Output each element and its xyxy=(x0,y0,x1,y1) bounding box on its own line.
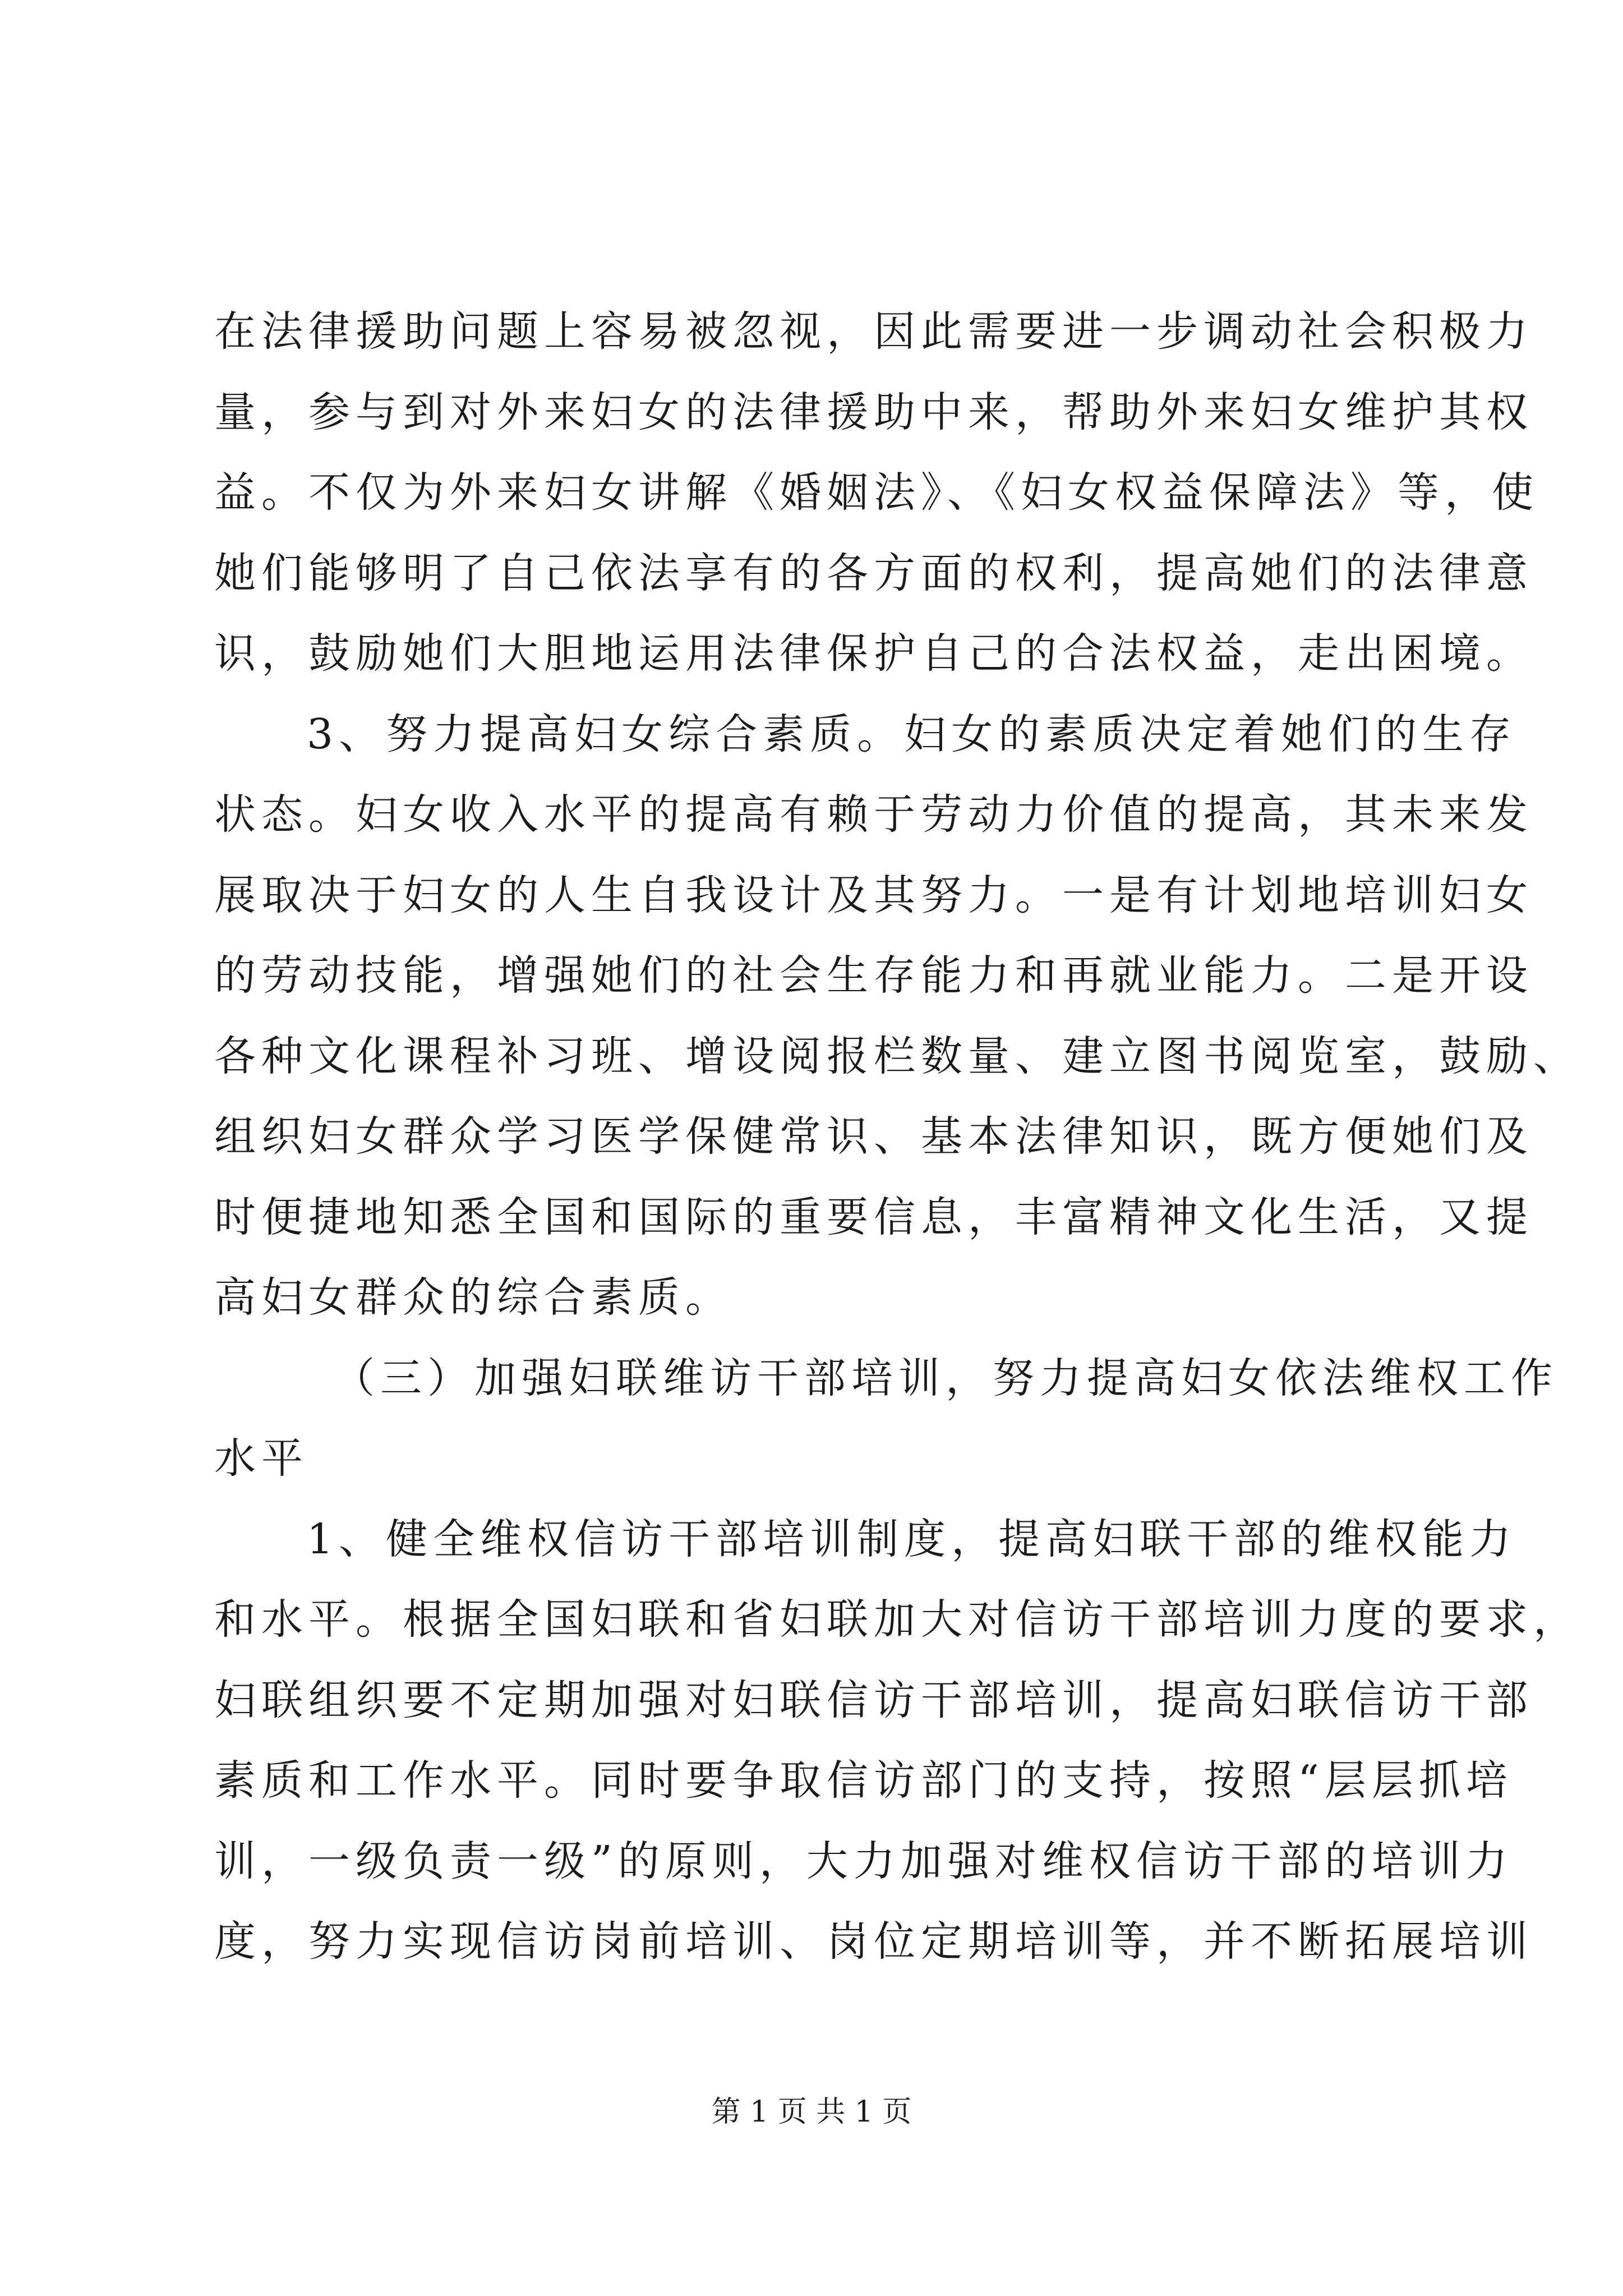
text-line: 展取决于妇女的人生自我设计及其努力。一是有计划地培训妇女 xyxy=(214,871,1533,919)
text-line: 1、健全维权信访干部培训制度，提高妇联干部的维权能力 xyxy=(307,1515,1517,1563)
text-line: 的劳动技能，增强她们的社会生存能力和再就业能力。二是开设 xyxy=(214,951,1533,1000)
text-line: 妇联组织要不定期加强对妇联信访干部培训，提高妇联信访干部 xyxy=(214,1676,1533,1724)
text-line: 益。不仅为外来妇女讲解《婚姻法》、《妇女权益保障法》等，使 xyxy=(214,468,1539,517)
text-line: 度，努力实现信访岗前培训、岗位定期培训等，并不断拓展培训 xyxy=(214,1917,1533,1966)
text-line: 各种文化课程补习班、增设阅报栏数量、建立图书阅览室，鼓励、 xyxy=(214,1032,1580,1080)
section-heading: （三）加强妇联维访干部培训，努力提高妇女依法维权工作 xyxy=(333,1354,1558,1402)
page-number-footer: 第 1 页 共 1 页 xyxy=(711,2095,912,2129)
text-line: 组织妇女群众学习医学保健常识、基本法律知识，既方便她们及 xyxy=(214,1112,1533,1161)
text-line: 她们能够明了自己依法享有的各方面的权利，提高她们的法律意 xyxy=(214,549,1533,597)
body-text xyxy=(214,292,1580,1982)
text-line: 在法律援助问题上容易被忽视，因此需要进一步调动社会积极力 xyxy=(214,307,1533,356)
text-line: 和水平。根据全国妇联和省妇联加大对信访干部培训力度的要求， xyxy=(214,1595,1580,1644)
text-line: 状态。妇女收入水平的提高有赖于劳动力价值的提高，其未来发 xyxy=(214,790,1533,839)
text-line: 识，鼓励她们大胆地运用法律保护自己的合法权益，走出困境。 xyxy=(214,629,1533,678)
text-line: 高妇女群众的综合素质。 xyxy=(214,1273,732,1322)
text-line: 训，一级负责一级”的原则，大力加强对维权信访干部的培训力 xyxy=(214,1837,1513,1885)
section-heading-continued: 水平 xyxy=(214,1434,308,1483)
text-line: 量，参与到对外来妇女的法律援助中来，帮助外来妇女维护其权 xyxy=(214,388,1533,436)
text-line: 素质和工作水平。同时要争取信访部门的支持，按照“层层抓培 xyxy=(214,1756,1513,1805)
text-line: 时便捷地知悉全国和国际的重要信息，丰富精神文化生活，又提 xyxy=(214,1193,1533,1241)
text-line: 3、努力提高妇女综合素质。妇女的素质决定着她们的生存 xyxy=(307,710,1517,758)
